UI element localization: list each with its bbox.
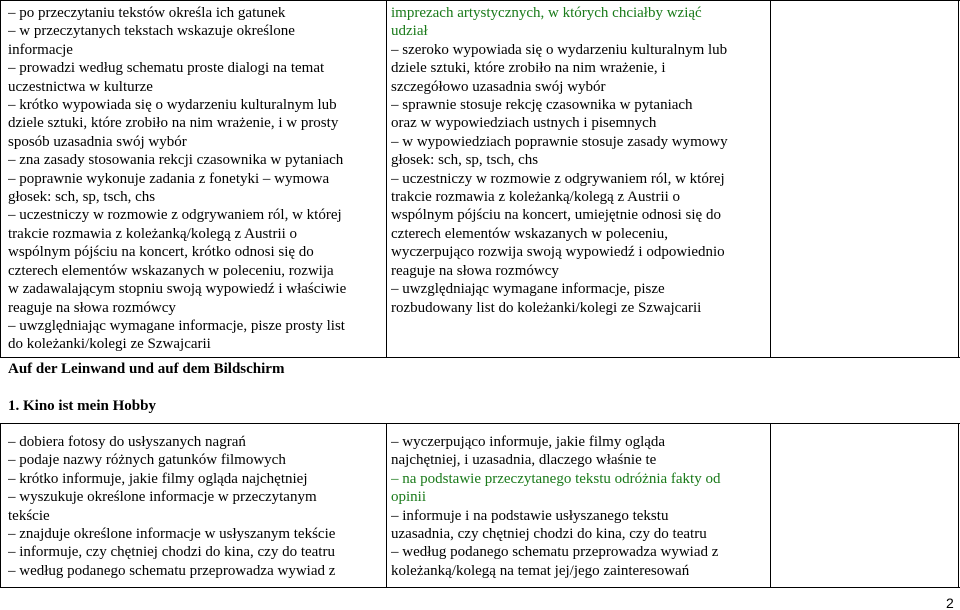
text-line: – według podanego schematu przeprowadza wywiad z <box>391 544 719 561</box>
text-line: – informuje, czy chętniej chodzi do kina, czy do teatru <box>8 544 335 561</box>
text-line: – krótko wypowiada się o wydarzeniu kulturalnym lub <box>8 97 337 114</box>
text-line: oraz w wypowiedziach ustnych i pisemnych <box>391 115 657 132</box>
text-line: reaguje na słowa rozmówcy <box>8 299 176 316</box>
text-line: uzasadnia, czy chętniej chodzi do kina, czy do teatru <box>391 526 707 543</box>
text-line: czterech elementów wskazanych w poleceniu, rozwija <box>8 262 334 279</box>
text-line: tekście <box>8 507 50 524</box>
subsection-title <box>8 397 508 417</box>
top-col2-lines <box>391 41 769 317</box>
bottom-column-divider-2 <box>770 423 771 588</box>
text-line: udział <box>391 23 428 40</box>
text-line: trakcie rozmawia z koleżanką/kolegą z Austrii o <box>391 189 681 206</box>
text-line: – informuje i na podstawie usłyszanego tekstu <box>391 507 669 524</box>
text-line: – prowadzi według schematu proste dialogi na temat <box>8 60 325 77</box>
bottom-row-column-1 <box>8 433 384 586</box>
section-title-text: Auf der Leinwand und auf dem Bildschirm <box>8 361 285 377</box>
text-line: do koleżanki/kolegi ze Szwajcarii <box>8 336 211 353</box>
text-line: wspólnym pójściu na koncert, umiejętnie odnosi się do <box>391 207 721 224</box>
bottom-col1-lines <box>8 433 384 580</box>
page-number: 2 <box>946 595 954 610</box>
bottom-row-column-2 <box>391 433 769 586</box>
text-line: – krótko informuje, jakie filmy ogląda najchętniej <box>8 470 308 487</box>
text-line: dziele sztuki, które zrobiło na nim wrażenie, i <box>391 60 666 77</box>
subsection-title-text: 1. Kino ist mein Hobby <box>8 398 156 414</box>
top-col1-lines <box>8 4 384 354</box>
text-line: – poprawnie wykonuje zadania z fonetyki – wymowa <box>8 170 330 187</box>
table-top-border <box>0 0 960 1</box>
text-line: – wyczerpująco informuje, jakie filmy ogląda <box>391 434 666 450</box>
text-line: szczegółowo uzasadnia swój wybór <box>391 78 606 95</box>
text-line: koleżanką/kolegą na temat jej/jego zainteresowań <box>391 562 690 579</box>
text-line: – po przeczytaniu tekstów określa ich gatunek <box>8 5 286 21</box>
text-line: – dobiera fotosy do usłyszanych nagrań <box>8 434 246 450</box>
text-line: w zadawalającym stopniu swoją wypowiedź i właściwie <box>8 281 347 298</box>
text-line: wyczerpująco rozwija swoją wypowiedź i odpowiednio <box>391 244 725 261</box>
column-divider-1 <box>386 0 387 358</box>
text-line: najchętniej, i uzasadnia, dlaczego właśnie te <box>391 452 657 469</box>
text-line: – podaje nazwy różnych gatunków filmowych <box>8 452 286 469</box>
text-line: opinii <box>391 489 427 506</box>
top-col2-green-lines <box>391 4 769 41</box>
bottom-column-divider-1 <box>386 423 387 588</box>
text-line: dziele sztuki, które zrobiło na nim wrażenie, i w prosty <box>8 115 339 132</box>
text-line: trakcie rozmawia z koleżanką/kolegą z Austrii o <box>8 225 298 242</box>
text-line: wspólnym pójściu na koncert, krótko odnosi się do <box>8 244 314 261</box>
text-line: głosek: sch, sp, tsch, chs <box>391 152 539 169</box>
text-line: – uwzględniając wymagane informacje, pisze <box>391 281 665 298</box>
bottom-table-right-border <box>958 423 959 588</box>
top-row-column-2 <box>391 4 769 356</box>
text-line: – uczestniczy w rozmowie z odgrywaniem ról, w której <box>391 170 725 187</box>
text-line: – na podstawie przeczytanego tekstu odróżnia fakty od <box>391 470 721 487</box>
text-line: – uczestniczy w rozmowie z odgrywaniem ról, w której <box>8 207 342 224</box>
bottom-table-left-border <box>0 423 1 588</box>
text-line: – w wypowiedziach poprawnie stosuje zasady wymowy <box>391 133 728 150</box>
text-line: imprezach artystycznych, w których chciałby wziąć <box>391 5 702 21</box>
text-line: sposób uzasadnia swój wybór <box>8 133 187 150</box>
table-left-border <box>0 0 1 358</box>
text-line: – według podanego schematu przeprowadza wywiad z <box>8 562 336 579</box>
column-divider-2 <box>770 0 771 358</box>
text-line: – znajduje określone informacje w usłyszanym tekście <box>8 526 336 543</box>
text-line: – szeroko wypowiada się o wydarzeniu kulturalnym lub <box>391 41 728 58</box>
text-line: czterech elementów wskazanych w poleceniu, <box>391 225 668 242</box>
row-bottom-border <box>0 357 960 358</box>
text-line: – w przeczytanych tekstach wskazuje określone <box>8 23 295 40</box>
text-line: – wyszukuje określone informacje w przeczytanym <box>8 489 317 506</box>
bottom-table-bottom-border <box>0 587 960 588</box>
text-line: uczestnictwa w kulturze <box>8 78 153 95</box>
top-row-column-1 <box>8 4 384 356</box>
bottom-col2-lines-b <box>391 507 769 581</box>
text-line: – uwzględniając wymagane informacje, pisze prosty list <box>8 317 345 334</box>
section-title <box>8 360 508 380</box>
bottom-col2-lines-a <box>391 433 769 470</box>
text-line: – zna zasady stosowania rekcji czasownika w pytaniach <box>8 152 344 169</box>
text-line: głosek: sch, sp, tsch, chs <box>8 189 156 206</box>
bottom-col2-green-lines <box>391 470 769 507</box>
text-line: rozbudowany list do koleżanki/kolegi ze Szwajcarii <box>391 299 702 316</box>
table-right-border <box>958 0 959 358</box>
text-line: informacje <box>8 41 73 58</box>
text-line: reaguje na słowa rozmówcy <box>391 262 559 279</box>
bottom-table-top-border <box>0 423 960 424</box>
text-line: – sprawnie stosuje rekcję czasownika w pytaniach <box>391 97 693 114</box>
